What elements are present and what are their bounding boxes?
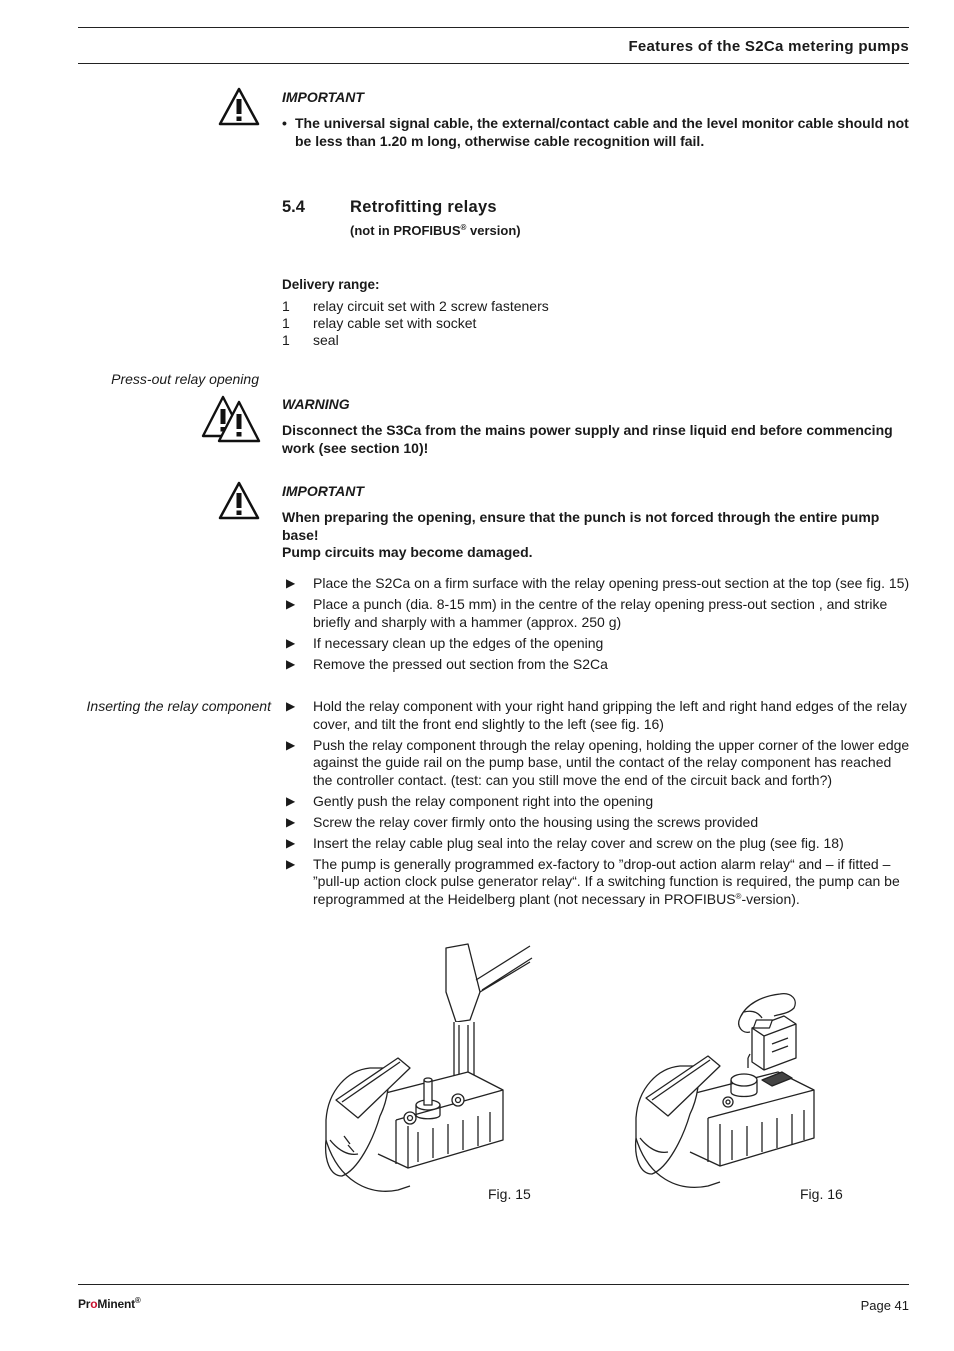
fig16-caption: Fig. 16: [800, 1186, 843, 1202]
delivery-text: relay circuit set with 2 screw fasteners: [313, 298, 549, 314]
delivery-list: [282, 298, 910, 349]
delivery-text: seal: [313, 332, 339, 348]
delivery-item: [282, 298, 910, 315]
step-item: [282, 635, 910, 653]
delivery-item: [282, 315, 910, 332]
step-arrow-icon: ▶: [286, 597, 296, 611]
section-subtitle-post: version): [466, 223, 521, 238]
prominent-logo: [78, 1296, 141, 1314]
step-text: Place the S2Ca on a firm surface with the relay opening press-out section at the top (see fig. 15): [313, 575, 910, 591]
section-title: Retrofitting relays: [350, 198, 497, 216]
important-text-2-line2: Pump circuits may become damaged.: [282, 544, 533, 560]
warning-label: WARNING: [282, 396, 350, 412]
step-arrow-icon: ▶: [286, 576, 296, 590]
delivery-label: Delivery range:: [282, 277, 380, 292]
warning-triangle-icon: [218, 481, 260, 521]
step-item: [282, 856, 910, 909]
step-item: [282, 835, 910, 853]
step-item: [282, 596, 910, 631]
warning-triangle-icon: [218, 87, 260, 127]
section-subtitle-reg: ®: [460, 223, 467, 232]
bullet-dot: •: [282, 115, 287, 131]
step-item: [282, 698, 910, 733]
section-number: 5.4: [282, 198, 305, 216]
page-number: Page 41: [860, 1298, 909, 1313]
step-item: [282, 793, 910, 811]
step-arrow-icon: ▶: [286, 814, 296, 829]
fig15-pump-punch-illustration: [318, 940, 538, 1200]
logo-part-minent: Minent: [97, 1297, 135, 1311]
margin-note-press-out: Press-out relay opening: [111, 371, 259, 387]
step-arrow-icon: ▶: [286, 856, 296, 871]
step-text: Gently push the relay component right into the opening: [313, 792, 654, 809]
step-arrow-icon: ▶: [286, 656, 296, 671]
delivery-qty: 1: [282, 298, 290, 314]
step-arrow-icon: ▶: [286, 737, 296, 752]
last-step-post: -version).: [741, 890, 800, 907]
header-rule-bottom: [78, 63, 909, 64]
step-item: [282, 814, 910, 832]
important-label-2: IMPORTANT: [282, 483, 364, 499]
fig15-caption: Fig. 15: [488, 1186, 531, 1202]
step-text: Remove the pressed out section from the S2Ca: [313, 655, 608, 672]
step-arrow-icon: ▶: [286, 793, 296, 808]
warning-text: Disconnect the S3Ca from the mains power supply and rinse liquid end before commencing work (see section 10)!: [282, 422, 893, 456]
fig16-pump-relay-illustration: [632, 988, 832, 1193]
delivery-qty: 1: [282, 315, 290, 331]
footer-rule: [78, 1284, 909, 1285]
step-arrow-icon: ▶: [286, 835, 296, 850]
header-rule-top: [78, 27, 909, 28]
important-text-1: [282, 115, 910, 150]
delivery-text: relay cable set with socket: [313, 315, 477, 331]
important-text-1-body: The universal signal cable, the external/contact cable and the level monitor cable should not be less than 1.20 m long, otherwise cable recognition will fail.: [295, 115, 909, 149]
step-text: Place a punch (dia. 8-15 mm) in the centre of the relay opening press-out section , and strike briefly and sharply with a hammer (approx. 250 g): [313, 596, 888, 630]
delivery-qty: 1: [282, 332, 290, 348]
last-step-pre: The pump is generally programmed ex-factory to ”drop-out action alarm relay“ and – if fitted – ”pull-up action clock pulse generator relay“. If a switching function is required, the pump can be reprogrammed at the Heidelberg plant (not necessary in PROFIBUS: [313, 855, 900, 907]
last-step-reg: ®: [735, 891, 742, 901]
step-item: [282, 656, 910, 674]
step-text: Hold the relay component with your right hand gripping the left and right hand edges of the relay cover, and tilt the front end slightly to the left (see fig. 16): [313, 698, 907, 732]
section-subtitle: [350, 222, 521, 240]
section-subtitle-pre: (not in PROFIBUS: [350, 223, 461, 238]
step-text: Insert the relay cable plug seal into the relay cover and screw on the plug (see fig. 18): [313, 834, 844, 851]
step-arrow-icon: ▶: [286, 699, 296, 713]
step-text: If necessary clean up the edges of the opening: [313, 634, 604, 651]
step-text: Screw the relay cover firmly onto the housing using the screws provided: [313, 813, 759, 830]
margin-note-inserting: Inserting the relay component: [86, 698, 271, 714]
step-item: [282, 737, 910, 790]
step-item: [282, 575, 910, 593]
step-arrow-icon: ▶: [286, 635, 296, 650]
double-warning-icon: [201, 394, 261, 444]
important-text-2-line1: When preparing the opening, ensure that the punch is not forced through the entire pump base!: [282, 509, 880, 543]
steps-list-b: [282, 698, 910, 912]
important-text-2: [282, 509, 910, 562]
important-label-1: IMPORTANT: [282, 89, 364, 105]
step-text: Push the relay component through the relay opening, holding the upper corner of the lower edge against the guide rail on the pump base, until the contact of the relay component has reached the controller contact. (test: can you still move the end of the circuit back and forth?): [313, 736, 910, 788]
logo-reg: ®: [134, 1296, 141, 1305]
step-text: [313, 856, 910, 909]
delivery-item: [282, 332, 910, 349]
logo-part-o: o: [90, 1297, 98, 1311]
header-title: Features of the S2Ca metering pumps: [628, 38, 909, 55]
logo-part-pr: Pr: [78, 1297, 91, 1311]
steps-list-a: [282, 575, 910, 677]
